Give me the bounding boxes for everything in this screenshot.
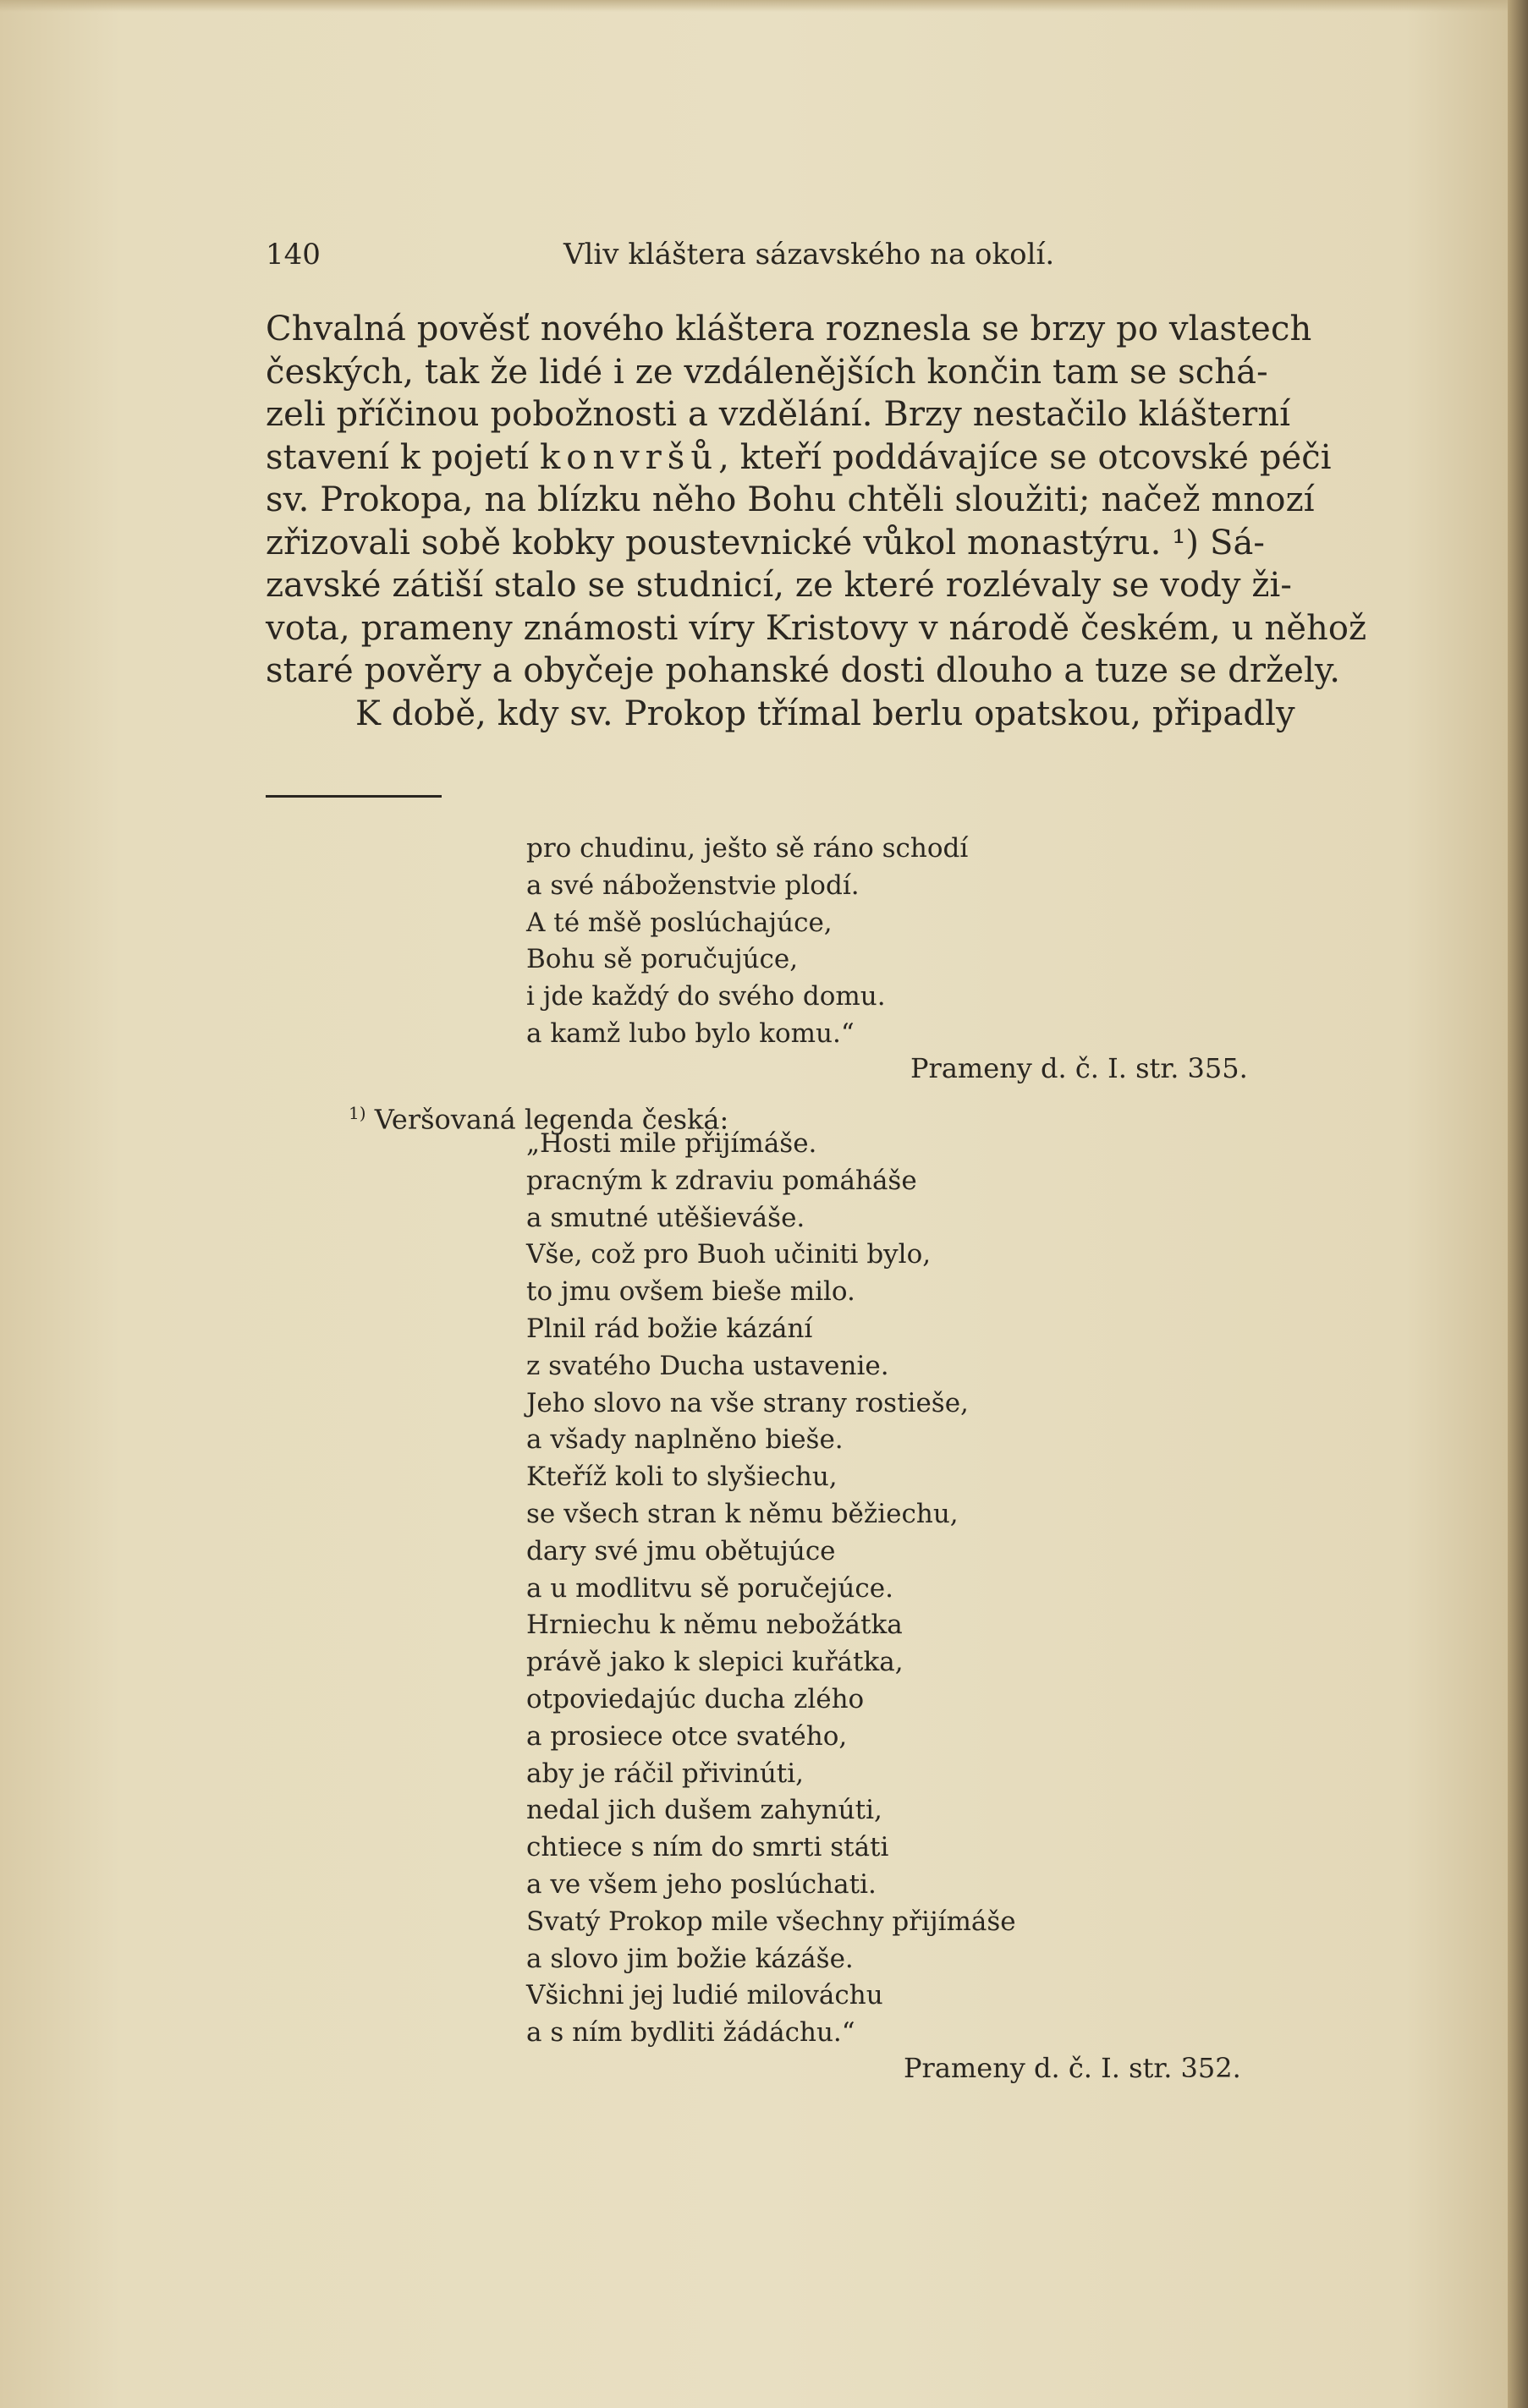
verse-line: a kamž lubo bylo komu.“ [526, 1018, 855, 1049]
main-text [266, 308, 1367, 735]
verse-line: „Hosti mile přijímáše. [526, 1128, 817, 1159]
running-title: Vliv kláštera sázavského na okolí. [563, 238, 1055, 272]
verse-line: aby je ráčil přivinúti, [526, 1758, 805, 1789]
text-line: sv. Prokopa, na blízku něho Bohu chtěli sloužiti; načež mnozí [266, 480, 1315, 519]
verse-line: a u modlitvu sě poručejúce. [526, 1572, 893, 1604]
verse-line: Bohu sě poručujúce, [526, 944, 799, 975]
verse-line: a slovo jim božie kázáše. [526, 1943, 854, 1974]
footnote-verse-continued [526, 831, 968, 1053]
text-line-start: stavení k pojetí [266, 437, 540, 477]
verse-line: chtiece s ním do smrti státi [526, 1832, 889, 1863]
verse-line: A té mšě poslúchajúce, [526, 907, 833, 938]
footnote-divider [266, 795, 442, 798]
verse-line: a své náboženstvie plodí. [526, 869, 860, 901]
footnote-marker: 1) [349, 1103, 366, 1123]
verse-line: Kteříž koli to slyšiechu, [526, 1462, 838, 1493]
page-binding-edge [1508, 0, 1528, 2408]
spaced-term: konvršů [540, 437, 719, 477]
verse-line: to jmu ovšem bieše milo. [526, 1276, 855, 1308]
verse-line: dary své jmu obětujúce [526, 1535, 836, 1566]
text-line: českých, tak že lidé i ze vzdálenějších končin tam se schá- [266, 352, 1268, 392]
text-line: zavské zátiší stalo se studnicí, ze které rozlévaly se vody ži- [266, 566, 1293, 605]
verse-line: Svatý Prokop mile všechny přijímáše [526, 1906, 1016, 1937]
verse-line: právě jako k slepici kuřátka, [526, 1647, 904, 1678]
verse-line: a všady naplněno bieše. [526, 1424, 844, 1456]
verse-line: pro chudinu, ješto sě ráno schodí [526, 833, 969, 864]
paragraph-start-line: K době, kdy sv. Prokop třímal berlu opatskou, připadly [355, 694, 1295, 733]
verse-line: Hrniechu k němu nebožátka [526, 1610, 903, 1641]
verse-line: Jeho slovo na vše strany rostieše, [526, 1387, 969, 1418]
footnote-verse [526, 1126, 1016, 2052]
page-top-edge [0, 0, 1528, 12]
text-line: zřizovali sobě kobky poustevnické vůkol monastýru. ¹) Sá- [266, 523, 1266, 562]
verse-line: se všech stran k němu běžiechu, [526, 1498, 959, 1529]
verse-line: Vše, což pro Buoh učiniti bylo, [526, 1239, 932, 1270]
text-line: zeli příčinou pobožnosti a vzdělání. Brzy nestačilo klášterní [266, 395, 1291, 434]
page-number: 140 [266, 238, 321, 272]
text-line: staré pověry a obyčeje pohanské dosti dlouho a tuze se držely. [266, 651, 1341, 690]
page-header [266, 233, 1264, 276]
verse-line: i jde každý do svého domu. [526, 981, 886, 1012]
verse-line: pracným k zdraviu pomáháše [526, 1165, 917, 1196]
footnote-label: Veršovaná legenda česká: [374, 1103, 729, 1136]
source-citation: Prameny d. č. I. str. 355. [910, 1052, 1248, 1084]
verse-line: z svatého Ducha ustavenie. [526, 1350, 889, 1381]
text-line-end: , kteří poddávajíce se otcovské péči [718, 437, 1332, 477]
verse-line: a s ním bydliti žádáchu.“ [526, 2017, 855, 2049]
verse-line: Všichni jej ludié milováchu [526, 1980, 883, 2011]
verse-line: a ve všem jeho poslúchati. [526, 1868, 877, 1900]
verse-line: a smutné utěšieváše. [526, 1202, 805, 1233]
text-line [266, 436, 1332, 480]
text-line: vota, prameny známosti víry Kristovy v národě českém, u něhož [266, 608, 1367, 648]
text-line: Chvalná pověsť nového kláštera roznesla se brzy po vlastech [266, 310, 1312, 348]
verse-line: nedal jich dušem zahynúti, [526, 1795, 882, 1826]
verse-line: otpoviedajúc ducha zlého [526, 1683, 865, 1714]
source-citation: Prameny d. č. I. str. 352. [904, 2052, 1241, 2084]
verse-line: Plnil rád božie kázání [526, 1313, 813, 1344]
verse-line: a prosiece otce svatého, [526, 1720, 848, 1752]
